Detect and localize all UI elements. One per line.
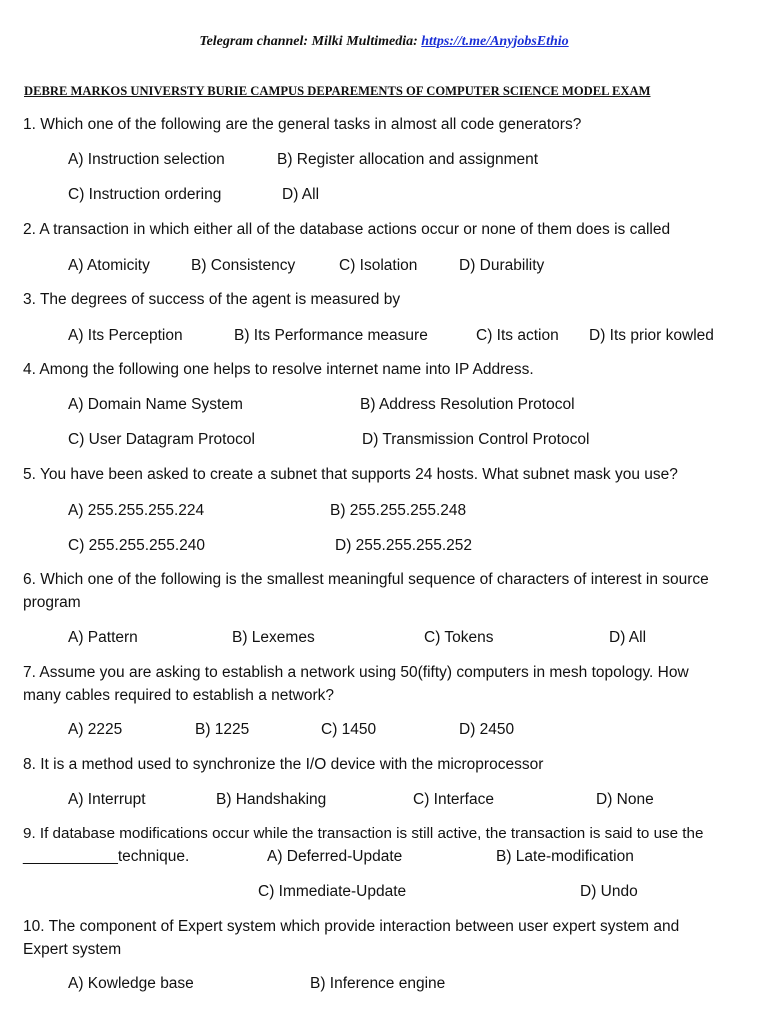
question-7-cont: many cables required to establish a network? <box>23 687 335 704</box>
q6-option-b: B) Lexemes <box>232 629 315 646</box>
telegram-link[interactable]: https://t.me/AnyjobsEthio <box>421 34 569 49</box>
question-4: 4. Among the following one helps to resolve internet name into IP Address. <box>23 361 534 378</box>
q8-option-a: A) Interrupt <box>68 791 146 808</box>
q1-option-d: D) All <box>282 186 320 203</box>
q9-option-a: A) Deferred-Update <box>267 848 403 865</box>
question-7: 7. Assume you are asking to establish a network using 50(fifty) computers in mesh topology. How <box>23 664 689 681</box>
q3-option-a: A) Its Perception <box>68 327 183 344</box>
q3-option-b: B) Its Performance measure <box>234 327 428 344</box>
question-10: 10. The component of Expert system which provide interaction between user expert system and <box>23 918 680 935</box>
question-9-cont: ___________technique. <box>23 848 190 865</box>
q6-option-c: C) Tokens <box>424 629 494 646</box>
q4-option-d: D) Transmission Control Protocol <box>362 431 590 448</box>
q1-option-b: B) Register allocation and assignment <box>277 151 539 168</box>
q3-option-c: C) Its action <box>476 327 559 344</box>
exam-title: DEBRE MARKOS UNIVERSTY BURIE CAMPUS DEPAREMENTS OF COMPUTER SCIENCE MODEL EXAM <box>24 84 651 98</box>
q5-option-b: B) 255.255.255.248 <box>330 502 467 519</box>
q10-option-b: B) Inference engine <box>310 975 446 992</box>
q7-option-d: D) 2450 <box>459 721 515 738</box>
q9-option-d: D) Undo <box>580 883 638 900</box>
q7-option-c: C) 1450 <box>321 721 377 738</box>
q8-option-d: D) None <box>596 791 654 808</box>
q9-option-b: B) Late-modification <box>496 848 634 865</box>
question-8: 8. It is a method used to synchronize the I/O device with the microprocessor <box>23 756 544 773</box>
q4-option-c: C) User Datagram Protocol <box>68 431 255 448</box>
q10-option-a: A) Kowledge base <box>68 975 194 992</box>
question-2: 2. A transaction in which either all of the database actions occur or none of them does is called <box>23 221 671 238</box>
question-9: 9. If database modifications occur while the transaction is still active, the transaction is said to use the <box>23 825 704 842</box>
q7-option-a: A) 2225 <box>68 721 123 738</box>
q1-option-a: A) Instruction selection <box>68 151 225 168</box>
q2-option-c: C) Isolation <box>339 257 418 274</box>
q4-option-a: A) Domain Name System <box>68 396 243 413</box>
question-6-cont: program <box>23 594 81 611</box>
q2-option-a: A) Atomicity <box>68 257 150 274</box>
question-5: 5. You have been asked to create a subnet that supports 24 hosts. What subnet mask you use? <box>23 466 678 483</box>
q8-option-c: C) Interface <box>413 791 494 808</box>
q2-option-b: B) Consistency <box>191 257 296 274</box>
q6-option-a: A) Pattern <box>68 629 138 646</box>
q7-option-b: B) 1225 <box>195 721 250 738</box>
question-6: 6. Which one of the following is the smallest meaningful sequence of characters of interest in source <box>23 571 709 588</box>
q9-option-c: C) Immediate-Update <box>258 883 407 900</box>
q4-option-b: B) Address Resolution Protocol <box>360 396 575 413</box>
question-3: 3. The degrees of success of the agent is measured by <box>23 291 401 308</box>
telegram-header <box>0 34 768 50</box>
header-label: Telegram channel: Milki Multimedia: <box>199 34 422 49</box>
q3-option-d: D) Its prior kowled <box>589 327 714 344</box>
q5-option-c: C) 255.255.255.240 <box>68 537 206 554</box>
q5-option-d: D) 255.255.255.252 <box>335 537 473 554</box>
q5-option-a: A) 255.255.255.224 <box>68 502 205 519</box>
question-1: 1. Which one of the following are the general tasks in almost all code generators? <box>23 116 582 133</box>
question-10-cont: Expert system <box>23 941 122 958</box>
q1-option-c: C) Instruction ordering <box>68 186 222 203</box>
q8-option-b: B) Handshaking <box>216 791 327 808</box>
q6-option-d: D) All <box>609 629 647 646</box>
q2-option-d: D) Durability <box>459 257 545 274</box>
